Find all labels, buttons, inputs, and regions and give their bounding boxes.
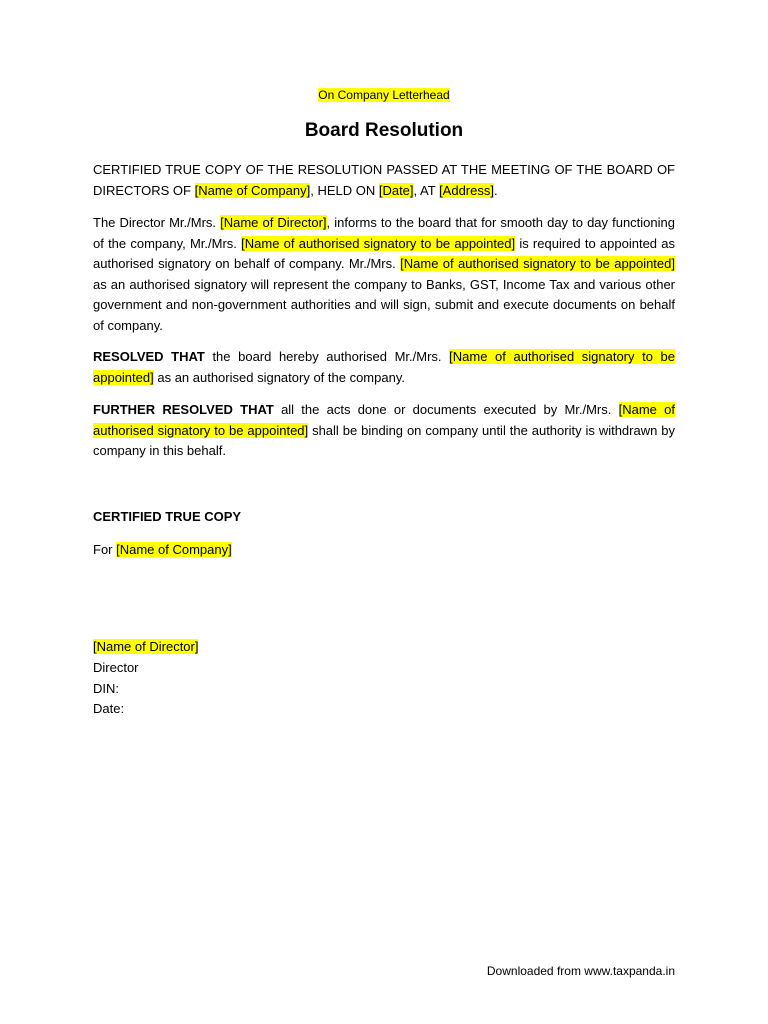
- letterhead-highlight: On Company Letterhead: [318, 88, 450, 102]
- signatory-name-placeholder: [Name of authorised signatory to be appointed]: [93, 349, 676, 385]
- resolved-lead: RESOLVED THAT: [93, 349, 205, 364]
- letterhead-note: [0, 87, 768, 103]
- signatory-name-placeholder: [Name of authorised signatory to be appointed]: [241, 235, 516, 251]
- p3-text: the board hereby authorised Mr./Mrs.: [204, 349, 450, 364]
- p3-text: as an authorised signatory of the company.: [153, 369, 405, 385]
- p2-text: is required to appointed as authorised signatory on behalf of company. Mr./Mrs.: [93, 235, 675, 271]
- p2-text: , informs to the board that for smooth day to day functioning of the company, Mr./Mrs.: [93, 215, 675, 251]
- download-source-footer: Downloaded from www.taxpanda.in: [486, 964, 675, 978]
- certified-copy-paragraph: [93, 160, 675, 201]
- director-name-placeholder: [Name of Director]: [93, 639, 199, 654]
- company-name-placeholder: [Name of Company]: [194, 182, 311, 198]
- p1-text: , AT: [413, 182, 440, 198]
- director-informs-paragraph: [93, 213, 675, 336]
- certified-true-copy-heading: CERTIFIED TRUE COPY: [93, 509, 242, 524]
- further-resolved-lead: FURTHER RESOLVED THAT: [93, 402, 274, 417]
- for-company-line: [93, 540, 232, 560]
- date-label: Date:: [93, 701, 125, 716]
- signatory-name-placeholder: [Name of authorised signatory to be appointed]: [93, 402, 675, 438]
- p1-text: .: [493, 182, 498, 198]
- resolved-paragraph: [93, 347, 675, 388]
- director-name-placeholder: [Name of Director]: [220, 215, 327, 230]
- p4-text: all the acts done or documents executed by Mr./Mrs.: [273, 402, 619, 417]
- p2-text: The Director Mr./Mrs.: [93, 215, 221, 230]
- p4-text: shall be binding on company until the authority is withdrawn by company in this behalf.: [93, 422, 675, 458]
- director-role-label: Director: [93, 660, 139, 675]
- further-resolved-paragraph: [93, 400, 675, 462]
- signatory-director-name: [93, 637, 198, 657]
- p1-text: CERTIFIED TRUE COPY OF THE RESOLUTION PASSED AT THE MEETING OF THE BOARD OF DIRECTORS OF: [93, 162, 675, 198]
- date-placeholder: [Date]: [378, 182, 414, 198]
- address-placeholder: [Address]: [439, 182, 494, 198]
- p2-text: as an authorised signatory will represent the company to Banks, GST, Income Tax and various other government and non-government authorities and will sign, submit and execute documents on behalf of company.: [93, 276, 675, 333]
- signatory-name-placeholder: [Name of authorised signatory to be appointed]: [400, 256, 675, 271]
- document-title: Board Resolution: [304, 120, 464, 141]
- din-label: DIN:: [93, 681, 119, 696]
- p1-text: , HELD ON: [310, 182, 379, 198]
- for-prefix: For: [93, 542, 117, 557]
- company-name-placeholder: [Name of Company]: [116, 542, 232, 557]
